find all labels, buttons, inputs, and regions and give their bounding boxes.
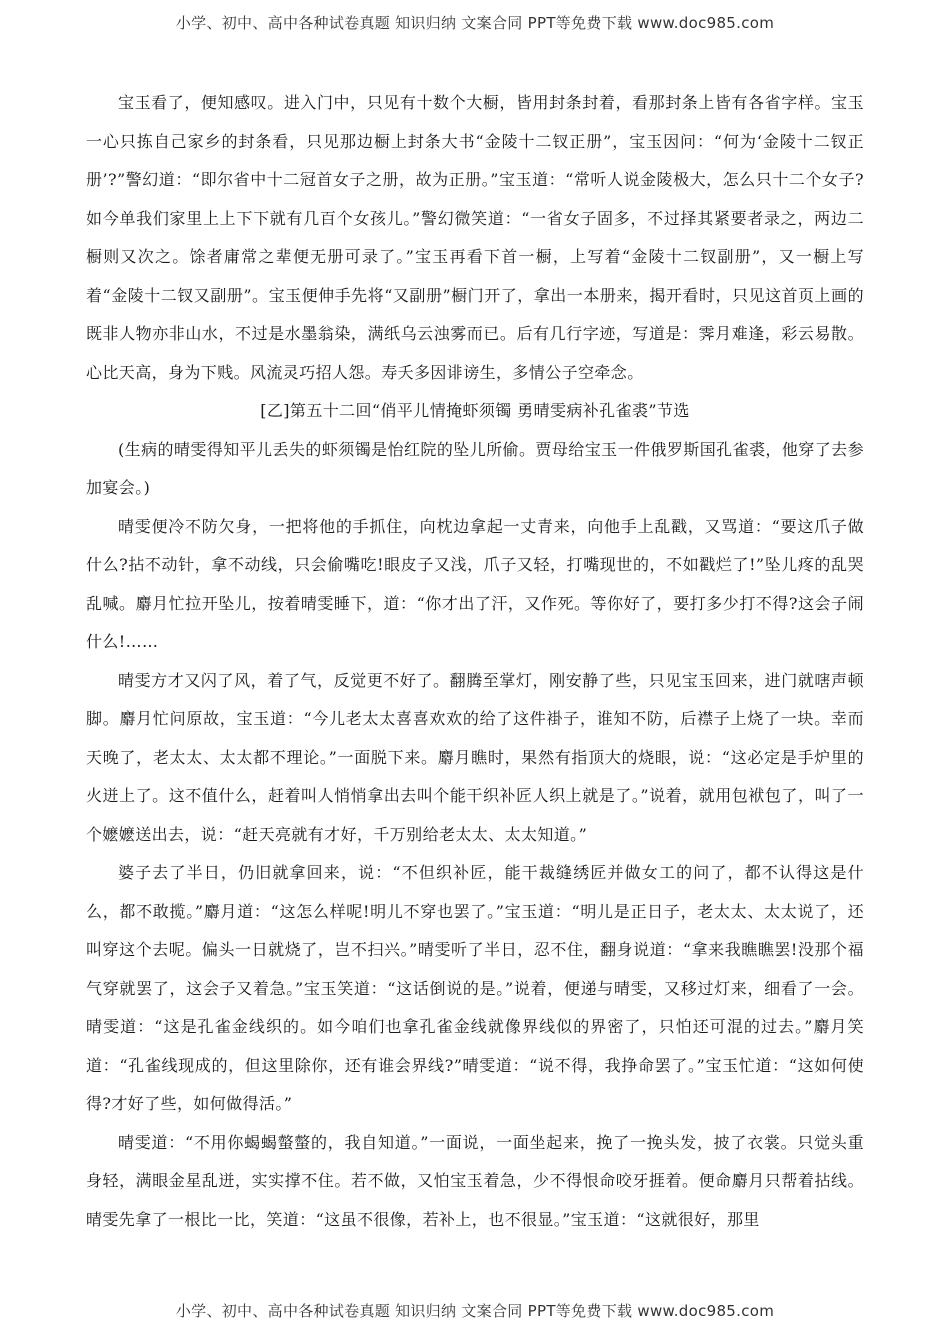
- document-body: [86, 84, 864, 1239]
- page-header: 小学、初中、高中各种试卷真题 知识归纳 文案合同 PPT等免费下载 www.doc985.com: [175, 14, 775, 32]
- paragraph-5: 晴雯道：“不用你蝎蝎螫螫的，我自知道。”一面说，一面坐起来，挽了一挽头发，披了衣裳。只觉头重身轻，满眼金星乱迸，实实撑不住。若不做，又怕宝玉着急，少不得恨命咬牙捱着。便命麝月只帮着拈线。晴雯先拿了一根比一比，笑道：“这虽不很像，若补上，也不很显。”宝玉道：“这就很好，那里: [86, 1132, 864, 1229]
- paragraph-jia-excerpt-end: 宝玉看了，便知感叹。进入门中，只见有十数个大橱，皆用封条封着，看那封条上皆有各省字样。宝玉一心只拣自己家乡的封条看，只见那边橱上封条大书“金陵十二钗正册”，宝玉因问：“何为‘金陵十二钗正册’?”警幻道：“即尔省中十二冠首女子之册，故为正册。”宝玉道：“常听人说金陵极大，怎么只十二个女子?如今单我们家里上上下下就有几百个女孩儿。”警幻微笑道：“一省女子固多，不过择其紧要者录之，两边二橱则又次之。馀者庸常之辈便无册可录了。”宝玉再看下首一橱，上写着“金陵十二钗副册”，又一橱上写着“金陵十二钗又副册”。宝玉便伸手先将“又副册”橱门开了，拿出一本册来，揭开看时，只见这首页上画的既非人物亦非山水，不过是水墨翁染，满纸乌云浊雾而已。后有几行字迹，写道是：霁月难逢，彩云易散。心比天高，身为下贱。风流灵巧招人怨。寿夭多因诽谤生，多情公子空牵念。: [86, 93, 864, 382]
- paragraph-2: 晴雯便冷不防欠身，一把将他的手抓住，向枕边拿起一丈青来，向他手上乱戳，又骂道：“要这爪子做什么?拈不动针，拿不动线，只会偷嘴吃!眼皮子又浅，爪子又轻，打嘴现世的，不如戳烂了!”坠儿疼的乱哭乱喊。麝月忙拉开坠儿，按着晴雯睡下，道：“你才出了汗，又作死。等你好了，要打多少打不得?这会子闹什么!……: [86, 516, 864, 651]
- paragraph-4: 婆子去了半日，仍旧就拿回来，说：“不但织补匠，能干裁缝绣匠并做女工的问了，都不认得这是什么，都不敢揽。”麝月道：“这怎么样呢!明儿不穿也罢了。”宝玉道：“明儿是正日子，老太太、太太说了，还叫穿这个去呢。偏头一日就烧了，岂不扫兴。”晴雯听了半日，忍不住，翻身说道：“拿来我瞧瞧罢!没那个福气穿就罢了，这会子又着急。”宝玉笑道：“这话倒说的是。”说着，便递与晴雯，又移过灯来，细看了一会。晴雯道：“这是孔雀金线织的。如今咱们也拿孔雀金线就像界线似的界密了，只怕还可混的过去。”麝月笑道：“孔雀线现成的，但这里除你，还有谁会界线?”晴雯道：“说不得，我挣命罢了。”宝玉忙道：“这如何使得?才好了些，如何做得活。”: [86, 863, 864, 1113]
- paragraph-intro: (生病的晴雯得知平儿丢失的虾须镯是怡红院的坠儿所偷。贾母给宝玉一件俄罗斯国孔雀裘，他穿了去参加宴会。): [86, 439, 864, 497]
- paragraph-3: 晴雯方才又闪了风，着了气，反觉更不好了。翻腾至掌灯，刚安静了些，只见宝玉回来，进门就嗐声顿脚。麝月忙问原故，宝玉道：“今儿老太太喜喜欢欢的给了这件褂子，谁知不防，后襟子上烧了一块。幸而天晚了，老太太、太太都不理论。”一面脱下来。麝月瞧时，果然有指顶大的烧眼，说：“这必定是手炉里的火迸上了。这不值什么，赶着叫人悄悄拿出去叫个能干织补匠人织上就是了。”说着，就用包袱包了，叫了一个嬷嬷送出去，说：“赶天亮就有才好，千万别给老太太、太太知道。”: [86, 670, 864, 844]
- section-title-yi: [乙]第五十二回“俏平儿情掩虾须镯 勇晴雯病补孔雀裘”节选: [260, 401, 690, 420]
- page-footer: 小学、初中、高中各种试卷真题 知识归纳 文案合同 PPT等免费下载 www.doc985.com: [175, 1302, 775, 1320]
